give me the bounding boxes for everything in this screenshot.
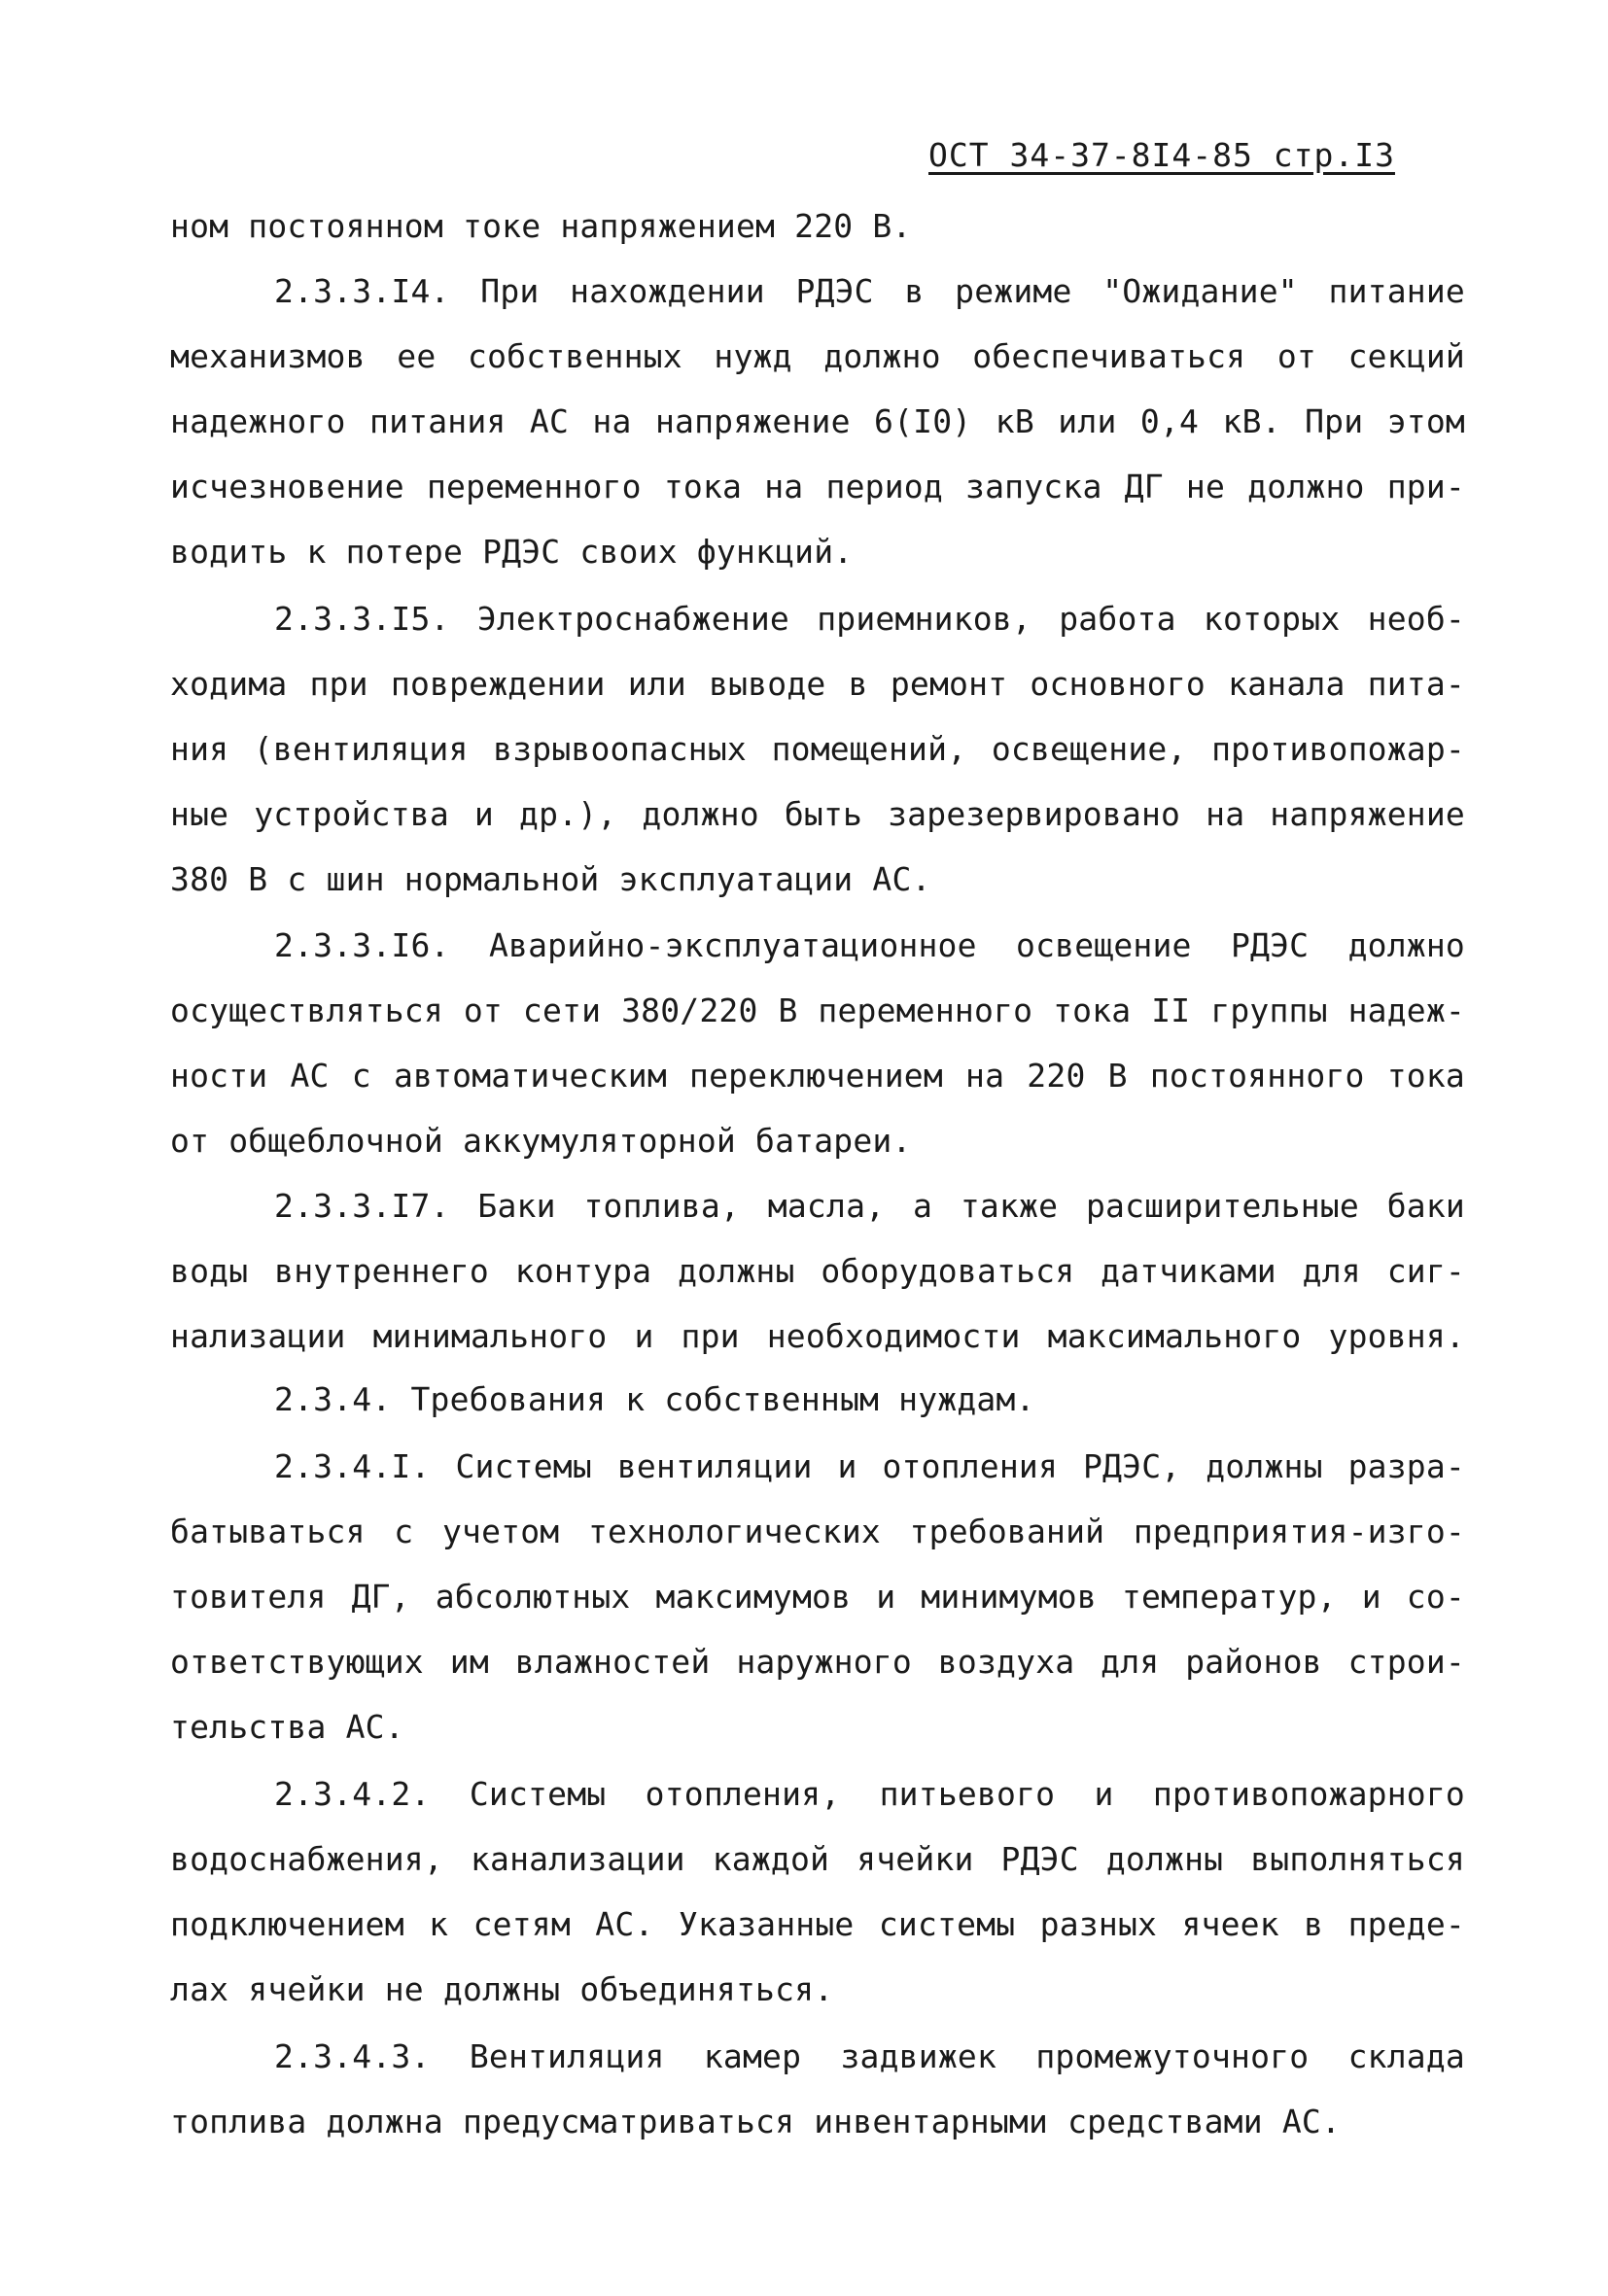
text-line: 2.3.4.3. Вентиляция камер задвижек промежуточного склада (274, 2037, 1465, 2075)
text-line: 2.3.3.I4. При нахождении РДЭС в режиме "Ожидание" питание (274, 272, 1465, 310)
text-line: водоснабжения, канализации каждой ячейки РДЭС должны выполняться (170, 1840, 1465, 1878)
page-header: ОСТ 34-37-8I4-85 стр.I3 (928, 136, 1395, 174)
text-line: топлива должна предусматриваться инвентарными средствами АС. (170, 2103, 1342, 2140)
text-line: батываться с учетом технологических требований предприятия-изго- (170, 1513, 1465, 1550)
text-line: ния (вентиляция взрывоопасных помещений, освещение, противопожар- (170, 730, 1465, 768)
text-line: ном постоянном токе напряжением 220 В. (170, 207, 912, 245)
text-line: тельства АС. (170, 1708, 404, 1746)
text-line: 2.3.4. Требования к собственным нуждам. (274, 1380, 1035, 1418)
text-line: ходима при повреждении или выводе в ремонт основного канала пита- (170, 665, 1465, 703)
text-line: от общеблочной аккумуляторной батареи. (170, 1122, 912, 1160)
text-line: 2.3.4.2. Системы отопления, питьевого и противопожарного (274, 1775, 1465, 1813)
text-line: надежного питания АС на напряжение 6(I0) кВ или 0,4 кВ. При этом (170, 402, 1465, 440)
text-line: воды внутреннего контура должны оборудоваться датчиками для сиг- (170, 1252, 1465, 1290)
text-line: лах ячейки не должны объединяться. (170, 1970, 834, 2008)
text-line: ответствующих им влажностей наружного воздуха для районов строи- (170, 1643, 1465, 1681)
text-line: 2.3.3.I7. Баки топлива, масла, а также расширительные баки (274, 1187, 1465, 1225)
text-line: исчезновение переменного тока на период запуска ДГ не должно при- (170, 468, 1465, 505)
text-line: механизмов ее собственных нужд должно обеспечиваться от секций (170, 337, 1465, 375)
text-line: водить к потере РДЭС своих функций. (170, 533, 854, 571)
text-line: осуществляться от сети 380/220 В переменного тока II группы надеж- (170, 991, 1465, 1029)
text-line: 380 В с шин нормальной эксплуатации АС. (170, 860, 931, 898)
text-line: 2.3.4.I. Системы вентиляции и отопления РДЭС, должны разра- (274, 1447, 1465, 1485)
text-line: нализации минимального и при необходимости максимального уровня. (170, 1317, 1465, 1355)
text-line: товителя ДГ, абсолютных максимумов и минимумов температур, и со- (170, 1578, 1465, 1616)
text-line: ности АС с автоматическим переключением на 220 В постоянного тока (170, 1057, 1465, 1095)
text-line: ные устройства и др.), должно быть зарезервировано на напряжение (170, 795, 1465, 833)
text-line: 2.3.3.I5. Электроснабжение приемников, работа которых необ- (274, 600, 1465, 638)
text-line: 2.3.3.I6. Аварийно-эксплуатационное освещение РДЭС должно (274, 926, 1465, 964)
text-line: подключением к сетям АС. Указанные системы разных ячеек в преде- (170, 1905, 1465, 1943)
